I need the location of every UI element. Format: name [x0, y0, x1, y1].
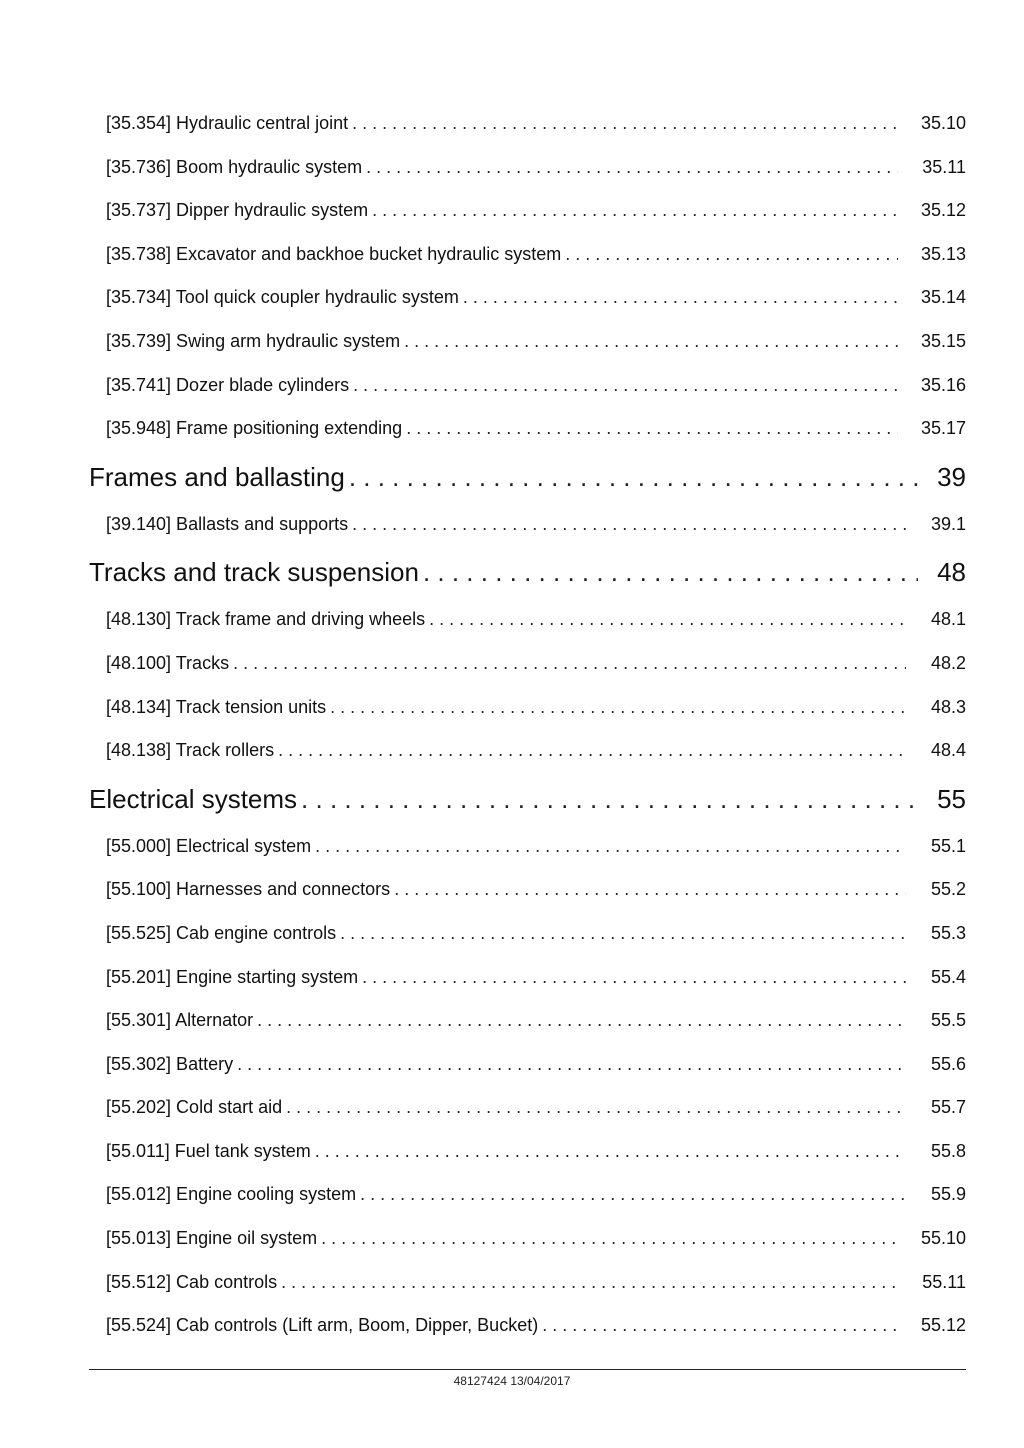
toc-entry[interactable]	[89, 868, 966, 912]
toc-entry[interactable]	[89, 825, 966, 869]
dot-leader	[429, 598, 906, 642]
dot-leader	[565, 233, 898, 277]
toc-entry[interactable]	[89, 729, 966, 773]
dot-leader	[321, 1217, 898, 1261]
dot-leader	[352, 503, 906, 547]
toc-page-number: 55.11	[922, 1271, 966, 1292]
toc-page-number: 35.11	[922, 156, 966, 177]
toc-page-number: 35.13	[920, 243, 966, 264]
toc-entry-title: [55.000] Electrical system	[106, 835, 312, 856]
dot-leader	[423, 546, 918, 598]
toc-entry-title: [35.739] Swing arm hydraulic system	[106, 330, 401, 351]
table-of-contents	[89, 102, 966, 1348]
dot-leader	[315, 1130, 906, 1174]
toc-section-title: Electrical systems	[89, 783, 298, 814]
toc-entry-title: [55.012] Engine cooling system	[106, 1184, 357, 1205]
toc-entry-title: [35.354] Hydraulic central joint	[106, 113, 349, 133]
toc-page-number: 48.3	[930, 696, 966, 717]
toc-entry-title: [35.741] Dozer blade cylinders	[106, 374, 350, 395]
dot-leader	[301, 773, 918, 825]
dot-leader	[372, 189, 898, 233]
toc-entry[interactable]	[89, 912, 966, 956]
toc-page-number: 35.12	[920, 200, 966, 221]
dot-leader	[463, 276, 898, 320]
toc-page-number: 55.6	[930, 1053, 966, 1074]
toc-entry[interactable]	[89, 642, 966, 686]
dot-leader	[340, 912, 906, 956]
dot-leader	[404, 320, 898, 364]
toc-page-number: 48.2	[930, 652, 966, 673]
dot-leader	[360, 1173, 906, 1217]
dot-leader	[330, 686, 906, 730]
toc-page-number: 55	[937, 783, 966, 814]
dot-leader	[349, 451, 918, 503]
toc-entry-title: [48.100] Tracks	[106, 652, 230, 673]
toc-entry-title: [35.737] Dipper hydraulic system	[106, 200, 369, 221]
dot-leader	[394, 868, 906, 912]
toc-entry[interactable]	[89, 1217, 966, 1261]
toc-entry-title: [55.512] Cab controls	[106, 1271, 278, 1292]
toc-entry[interactable]	[89, 407, 966, 451]
toc-page-number: 55.5	[930, 1010, 966, 1031]
toc-entry-title: [55.301] Alternator	[106, 1010, 254, 1031]
toc-entry[interactable]	[89, 276, 966, 320]
toc-entry[interactable]	[89, 364, 966, 408]
toc-page-number: 55.3	[930, 922, 966, 943]
dot-leader	[362, 956, 906, 1000]
toc-entry-title: [55.011] Fuel tank system	[106, 1140, 311, 1161]
toc-entry[interactable]	[89, 102, 966, 146]
footer-document-reference: 48127424 13/04/2017	[453, 1374, 571, 1388]
toc-entry-title: [55.524] Cab controls (Lift arm, Boom, Dipper, Bucket)	[106, 1315, 539, 1336]
toc-page-number: 35.10	[920, 113, 966, 133]
toc-page-number: 55.10	[920, 1228, 966, 1249]
toc-page-number: 35.14	[920, 287, 966, 308]
dot-leader	[542, 1304, 898, 1348]
toc-section-title: Frames and ballasting	[89, 461, 345, 492]
toc-page-number: 35.17	[920, 418, 966, 439]
toc-page-number: 48.4	[930, 740, 966, 761]
toc-entry-title: [55.525] Cab engine controls	[106, 922, 337, 943]
dot-leader	[352, 102, 898, 146]
toc-entry-title: [55.201] Engine starting system	[106, 966, 359, 987]
toc-entry-title: [55.100] Harnesses and connectors	[106, 879, 391, 900]
toc-section-entry[interactable]	[89, 546, 966, 598]
toc-section-title: Tracks and track suspension	[89, 557, 419, 588]
toc-entry[interactable]	[89, 956, 966, 1000]
toc-entry-title: [55.302] Battery	[106, 1053, 234, 1074]
toc-page-number: 55.8	[930, 1140, 966, 1161]
toc-page-number: 55.1	[930, 835, 966, 856]
dot-leader	[257, 999, 906, 1043]
toc-entry[interactable]	[89, 1261, 966, 1305]
toc-entry-title: [55.013] Engine oil system	[106, 1228, 318, 1249]
toc-entry-title: [35.948] Frame positioning extending	[106, 418, 403, 439]
toc-entry[interactable]	[89, 686, 966, 730]
toc-page-number: 39.1	[930, 513, 966, 534]
toc-page-number: 48.1	[930, 609, 966, 630]
toc-entry[interactable]	[89, 598, 966, 642]
dot-leader	[237, 1043, 906, 1087]
toc-page-number: 55.12	[920, 1315, 966, 1336]
footer-divider	[89, 1369, 966, 1370]
toc-entry-title: [48.138] Track rollers	[106, 740, 275, 761]
toc-entry-title: [35.734] Tool quick coupler hydraulic system	[106, 287, 459, 308]
toc-section-entry[interactable]	[89, 451, 966, 503]
toc-entry[interactable]	[89, 1173, 966, 1217]
toc-page-number: 39	[937, 461, 966, 492]
dot-leader	[281, 1261, 898, 1305]
dot-leader	[406, 407, 898, 451]
toc-entry-title: [48.130] Track frame and driving wheels	[106, 609, 426, 630]
toc-entry[interactable]	[89, 320, 966, 364]
toc-entry-title: [39.140] Ballasts and supports	[106, 513, 349, 534]
toc-page-number: 55.2	[930, 879, 966, 900]
dot-leader	[366, 146, 898, 190]
toc-page-number: 55.4	[930, 966, 966, 987]
dot-leader	[353, 364, 898, 408]
toc-entry-title: [48.134] Track tension units	[106, 696, 327, 717]
toc-page-number: 48	[937, 557, 966, 588]
toc-entry[interactable]	[89, 999, 966, 1043]
toc-entry[interactable]	[89, 146, 966, 190]
dot-leader	[315, 825, 906, 869]
toc-entry[interactable]	[89, 1086, 966, 1130]
toc-entry[interactable]	[89, 503, 966, 547]
toc-page-number: 55.7	[930, 1097, 966, 1118]
toc-entry[interactable]	[89, 233, 966, 277]
toc-entry[interactable]	[89, 1130, 966, 1174]
toc-entry-title: [35.736] Boom hydraulic system	[106, 156, 363, 177]
toc-page-number: 35.16	[920, 374, 966, 395]
toc-page-number: 35.15	[920, 330, 966, 351]
dot-leader	[233, 642, 906, 686]
toc-entry[interactable]	[89, 1043, 966, 1087]
toc-section-entry[interactable]	[89, 773, 966, 825]
toc-entry[interactable]	[89, 189, 966, 233]
toc-entry-title: [55.202] Cold start aid	[106, 1097, 283, 1118]
dot-leader	[286, 1086, 906, 1130]
toc-entry[interactable]	[89, 1304, 966, 1348]
toc-page-number: 55.9	[930, 1184, 966, 1205]
dot-leader	[278, 729, 906, 773]
toc-entry-title: [35.738] Excavator and backhoe bucket hydraulic system	[106, 243, 562, 264]
